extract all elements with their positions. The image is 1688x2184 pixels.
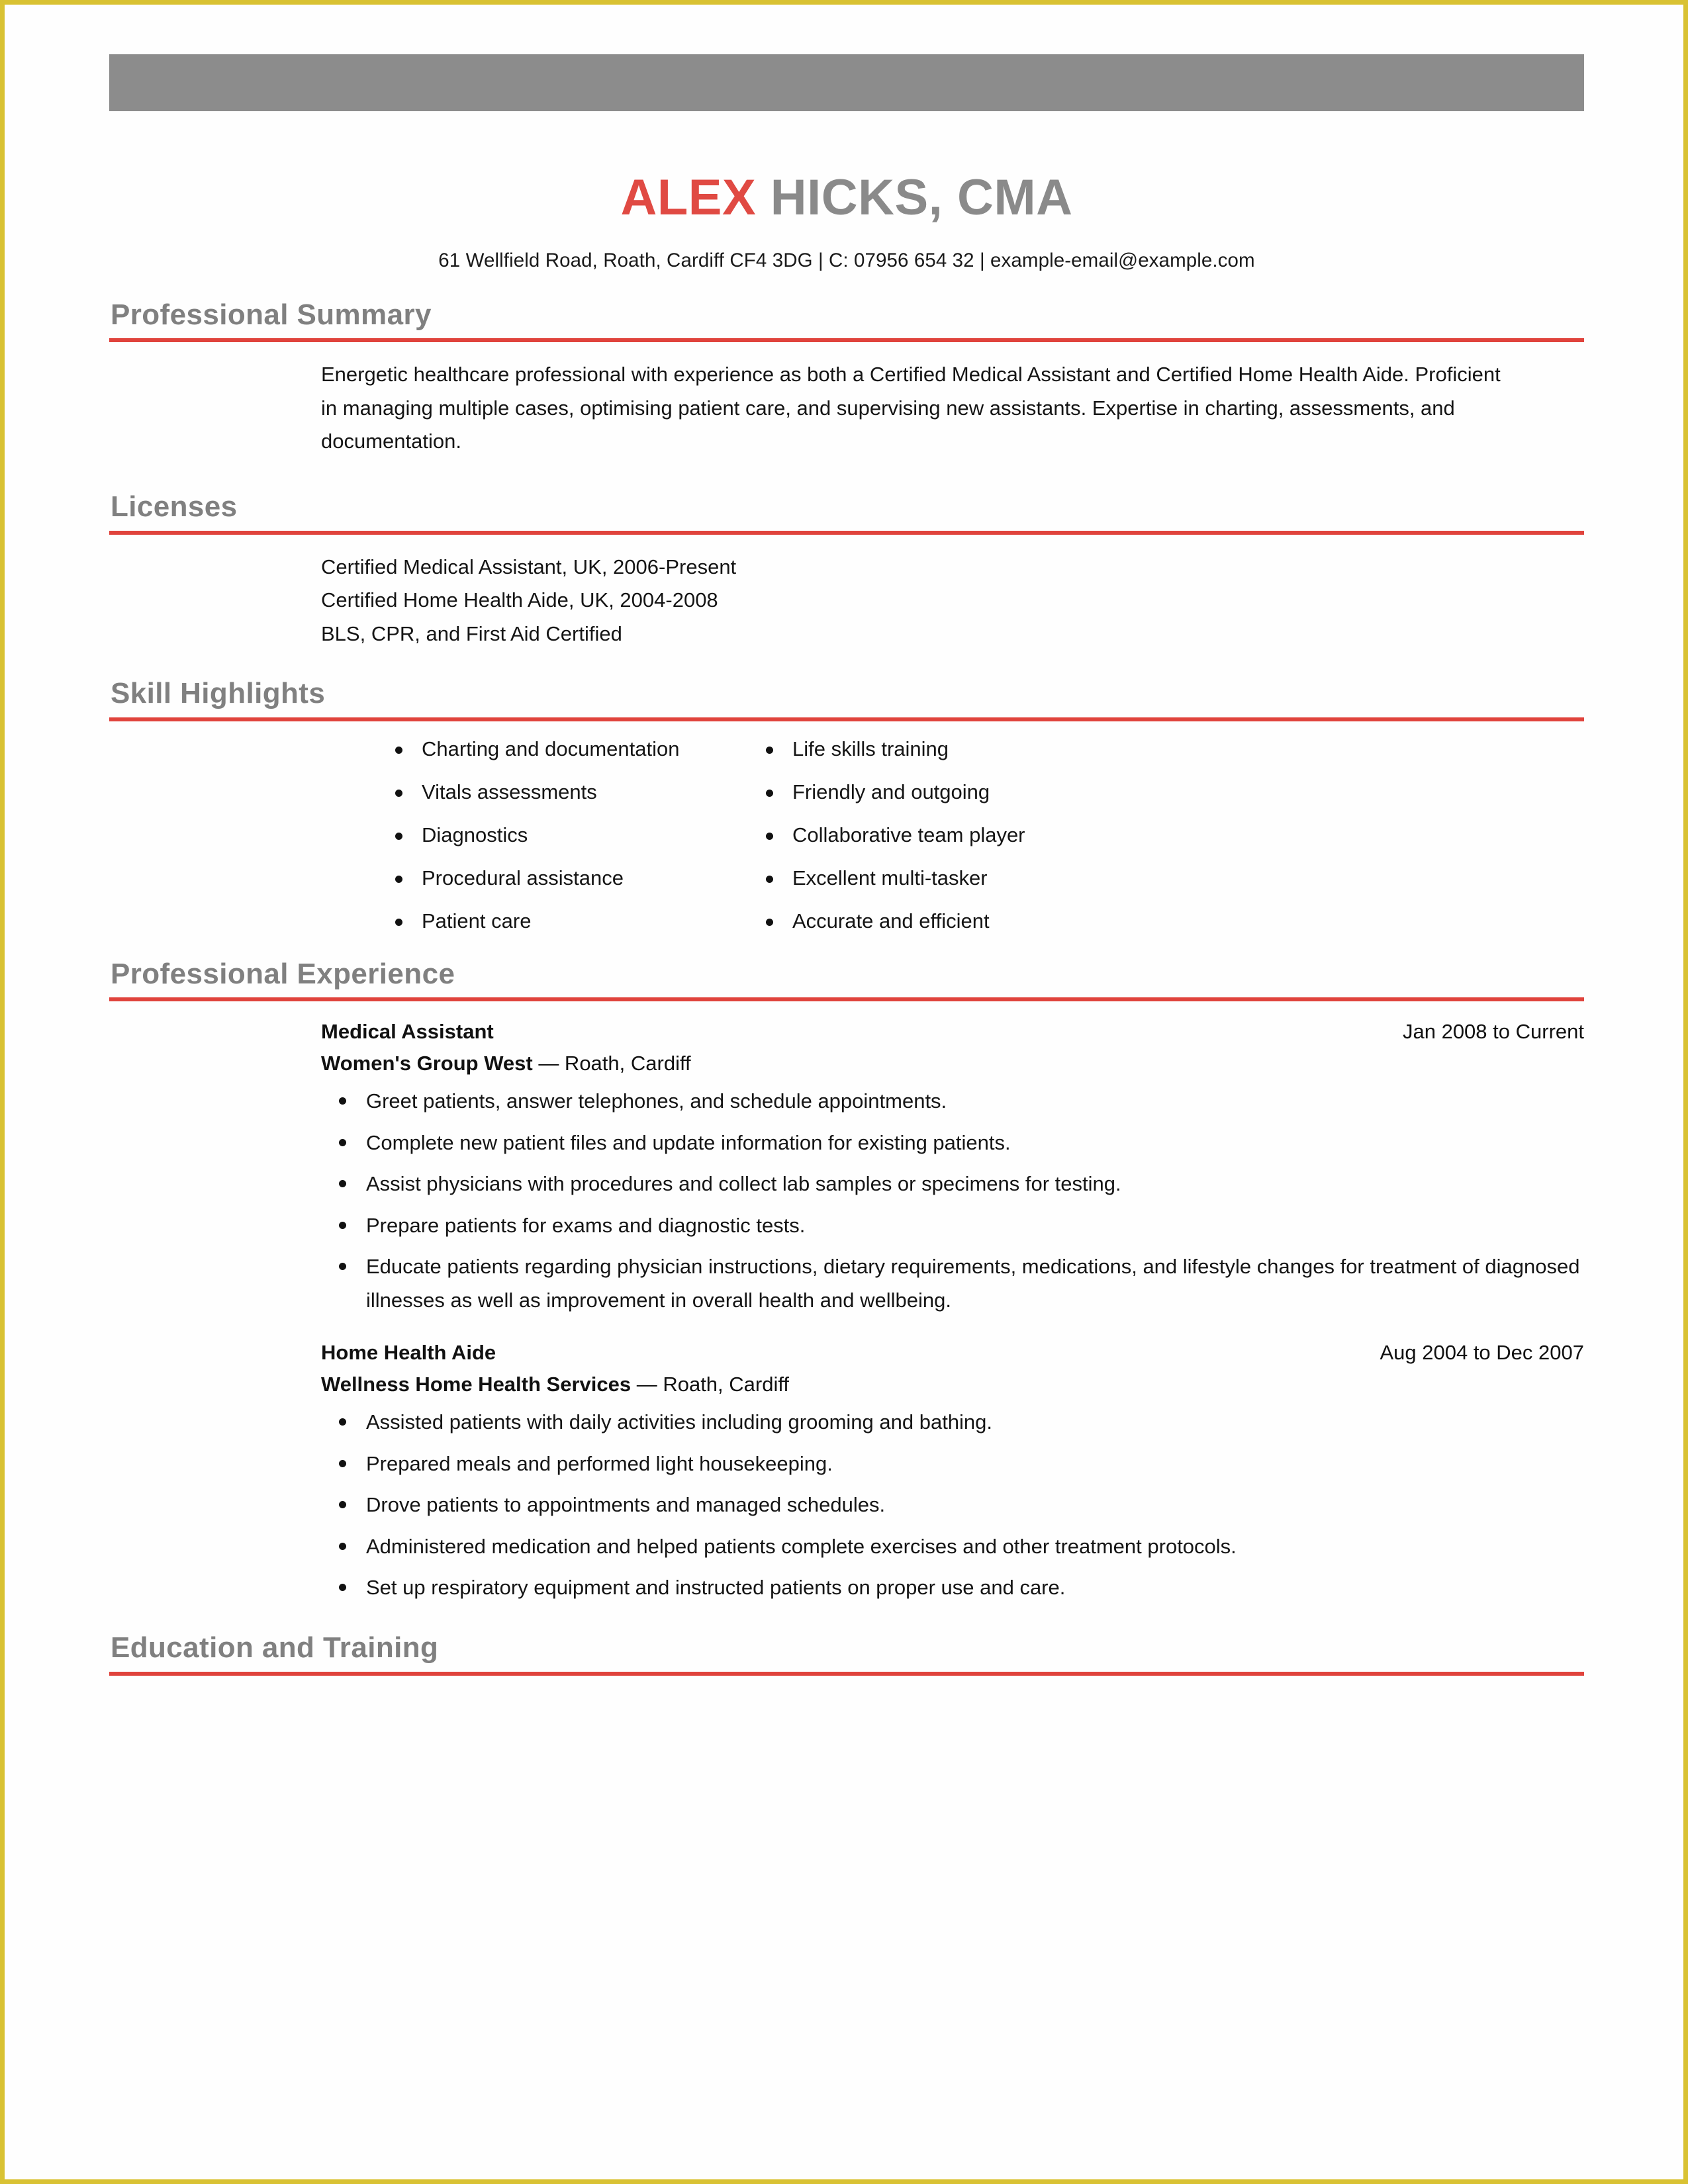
page-sheet (5, 5, 1683, 2179)
job-header (321, 1341, 1584, 1365)
section-skill-highlights (109, 677, 1584, 931)
section-professional-experience (109, 958, 1584, 1605)
section-rule-licenses (109, 531, 1584, 535)
license-item: Certified Medical Assistant, UK, 2006-Present (321, 555, 737, 578)
section-licenses (109, 490, 1584, 651)
job-bullet-list (321, 1085, 1584, 1317)
skill-item: Friendly and outgoing (758, 782, 1129, 802)
name-header (109, 137, 1584, 272)
section-rule-summary (109, 338, 1584, 342)
job-bullet: Set up respiratory equipment and instructed patients on proper use and care. (321, 1571, 1584, 1605)
section-title-experience: Professional Experience (111, 957, 455, 990)
job-company-line (321, 1373, 1584, 1396)
skill-item: Life skills training (758, 739, 1129, 759)
job-location: — Roath, Cardiff (631, 1373, 790, 1396)
skill-item: Accurate and efficient (758, 911, 1129, 931)
experience-entry (321, 1020, 1584, 1317)
resume-content (109, 137, 1584, 1676)
section-title-skills: Skill Highlights (111, 677, 326, 710)
job-dates: Jan 2008 to Current (1402, 1020, 1584, 1044)
skill-item: Patient care (387, 911, 758, 931)
skill-item: Vitals assessments (387, 782, 758, 802)
section-professional-summary (109, 298, 1584, 459)
licenses-body (321, 551, 1584, 651)
job-bullet: Assisted patients with daily activities including grooming and bathing. (321, 1406, 1584, 1439)
section-title-licenses: Licenses (111, 490, 238, 523)
license-item: BLS, CPR, and First Aid Certified (321, 621, 622, 645)
contact-line: 61 Wellfield Road, Roath, Cardiff CF4 3DG | C: 07956 654 32 | example-email@example.com (438, 249, 1255, 271)
job-bullet: Educate patients regarding physician instructions, dietary requirements, medications, and lifestyle changes for treatment of diagnosed illnesses as well as improvement in overall health and wellbeing. (321, 1250, 1584, 1317)
job-bullet: Assist physicians with procedures and collect lab samples or specimens for testing. (321, 1167, 1584, 1201)
header-grey-band (109, 54, 1584, 111)
job-bullet-list (321, 1406, 1584, 1605)
skill-item: Diagnostics (387, 825, 758, 845)
experience-entry (321, 1341, 1584, 1605)
summary-body (321, 358, 1584, 459)
summary-text: Energetic healthcare professional with experience as both a Certified Medical Assistant and Certified Home Health Aide. Proficient in managing multiple cases, optimising patient care, and supervising new assistants. Expertise in charting, assessments, and documentation. (321, 363, 1501, 453)
job-title: Medical Assistant (321, 1020, 494, 1044)
full-name (109, 171, 1584, 224)
job-organization: Women's Group West (321, 1052, 533, 1075)
job-header (321, 1020, 1584, 1044)
job-bullet: Greet patients, answer telephones, and schedule appointments. (321, 1085, 1584, 1118)
job-bullet: Prepared meals and performed light housekeeping. (321, 1447, 1584, 1481)
job-bullet: Complete new patient files and update information for existing patients. (321, 1126, 1584, 1160)
job-bullet: Administered medication and helped patients complete exercises and other treatment protocols. (321, 1530, 1584, 1564)
section-rule-experience (109, 997, 1584, 1001)
job-bullet: Prepare patients for exams and diagnostic tests. (321, 1209, 1584, 1243)
job-organization: Wellness Home Health Services (321, 1373, 632, 1396)
section-title-summary: Professional Summary (111, 298, 432, 331)
job-company-line (321, 1052, 1584, 1075)
section-rule-skills (109, 717, 1584, 721)
section-title-education: Education and Training (111, 1631, 439, 1664)
section-rule-education (109, 1672, 1584, 1676)
job-title: Home Health Aide (321, 1341, 496, 1365)
skill-item: Excellent multi-tasker (758, 868, 1129, 888)
job-location: — Roath, Cardiff (532, 1052, 691, 1075)
skills-column-left (387, 739, 758, 931)
skills-column-right (758, 739, 1129, 931)
first-name: ALEX (620, 169, 757, 226)
skill-item: Collaborative team player (758, 825, 1129, 845)
experience-body (321, 1020, 1584, 1605)
last-name-credentials: HICKS, CMA (756, 169, 1073, 226)
skill-item: Procedural assistance (387, 868, 758, 888)
job-bullet: Drove patients to appointments and managed schedules. (321, 1488, 1584, 1522)
skill-item: Charting and documentation (387, 739, 758, 759)
job-dates: Aug 2004 to Dec 2007 (1380, 1341, 1584, 1365)
license-item: Certified Home Health Aide, UK, 2004-2008 (321, 588, 718, 612)
skills-columns (387, 739, 1584, 931)
section-education-and-training (109, 1631, 1584, 1676)
